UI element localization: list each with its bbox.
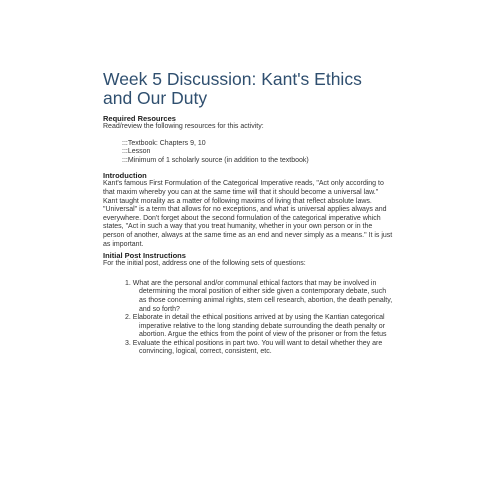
list-item bbox=[124, 314, 393, 340]
question-text: 2. Elaborate in detail the ethical positions arrived at by using the Kantian categorical imperative relative to the long standing debate surrounding the death penalty or abortion. Argue the ethics from the point of view of the prisoner or from the fetus bbox=[125, 314, 387, 339]
introduction-heading: Introduction bbox=[103, 171, 147, 181]
initial-post-intro: For the initial post, address one of the following sets of questions: bbox=[103, 260, 306, 268]
initial-post-heading: Initial Post Instructions bbox=[103, 251, 186, 261]
list-item bbox=[124, 340, 393, 357]
resource-item-textbook: :::Textbook: Chapters 9, 10 bbox=[122, 139, 206, 147]
required-resources-intro: Read/review the following resources for this activity: bbox=[103, 123, 264, 130]
discussion-content bbox=[103, 70, 393, 357]
resource-item-scholarly-source: :::Minimum of 1 scholarly source (in addition to the textbook) bbox=[122, 156, 309, 164]
list-item bbox=[124, 280, 393, 314]
question-list bbox=[103, 280, 393, 357]
page-title: Week 5 Discussion: Kant's Ethics and Our Duty bbox=[103, 69, 362, 108]
question-text: 1. What are the personal and/or communal ethical factors that may be involved in determining the moral position of either side given a contemporary debate, such as those concerning animal rights, stem cell research, abortion, the death penalty, and so forth? bbox=[125, 279, 393, 313]
resource-item-lesson: :::Lesson bbox=[122, 148, 151, 156]
introduction-text: Kant's famous First Formulation of the Categorical Imperative reads, "Act only according to that maxim whereby you can at the same time will that it should become a universal law." Kant taught morality as a matter of following maxims of living that reflect absolute laws. "Universal" is a term that allows for no exceptions, and what is universal applies always and everywhere. Don't forget about the second formulation of the categorical imperative which states, "Act in such a way that you treat humanity, whether in your own person or in the person of another, always at the same time as an end and never simply as a means." It is just as important. bbox=[103, 180, 393, 248]
resources-list bbox=[103, 140, 393, 166]
question-text: 3. Evaluate the ethical positions in part two. You will want to detail whether they are convincing, logical, correct, consistent, etc. bbox=[125, 339, 383, 356]
required-resources-heading: Required Resources bbox=[103, 114, 176, 123]
